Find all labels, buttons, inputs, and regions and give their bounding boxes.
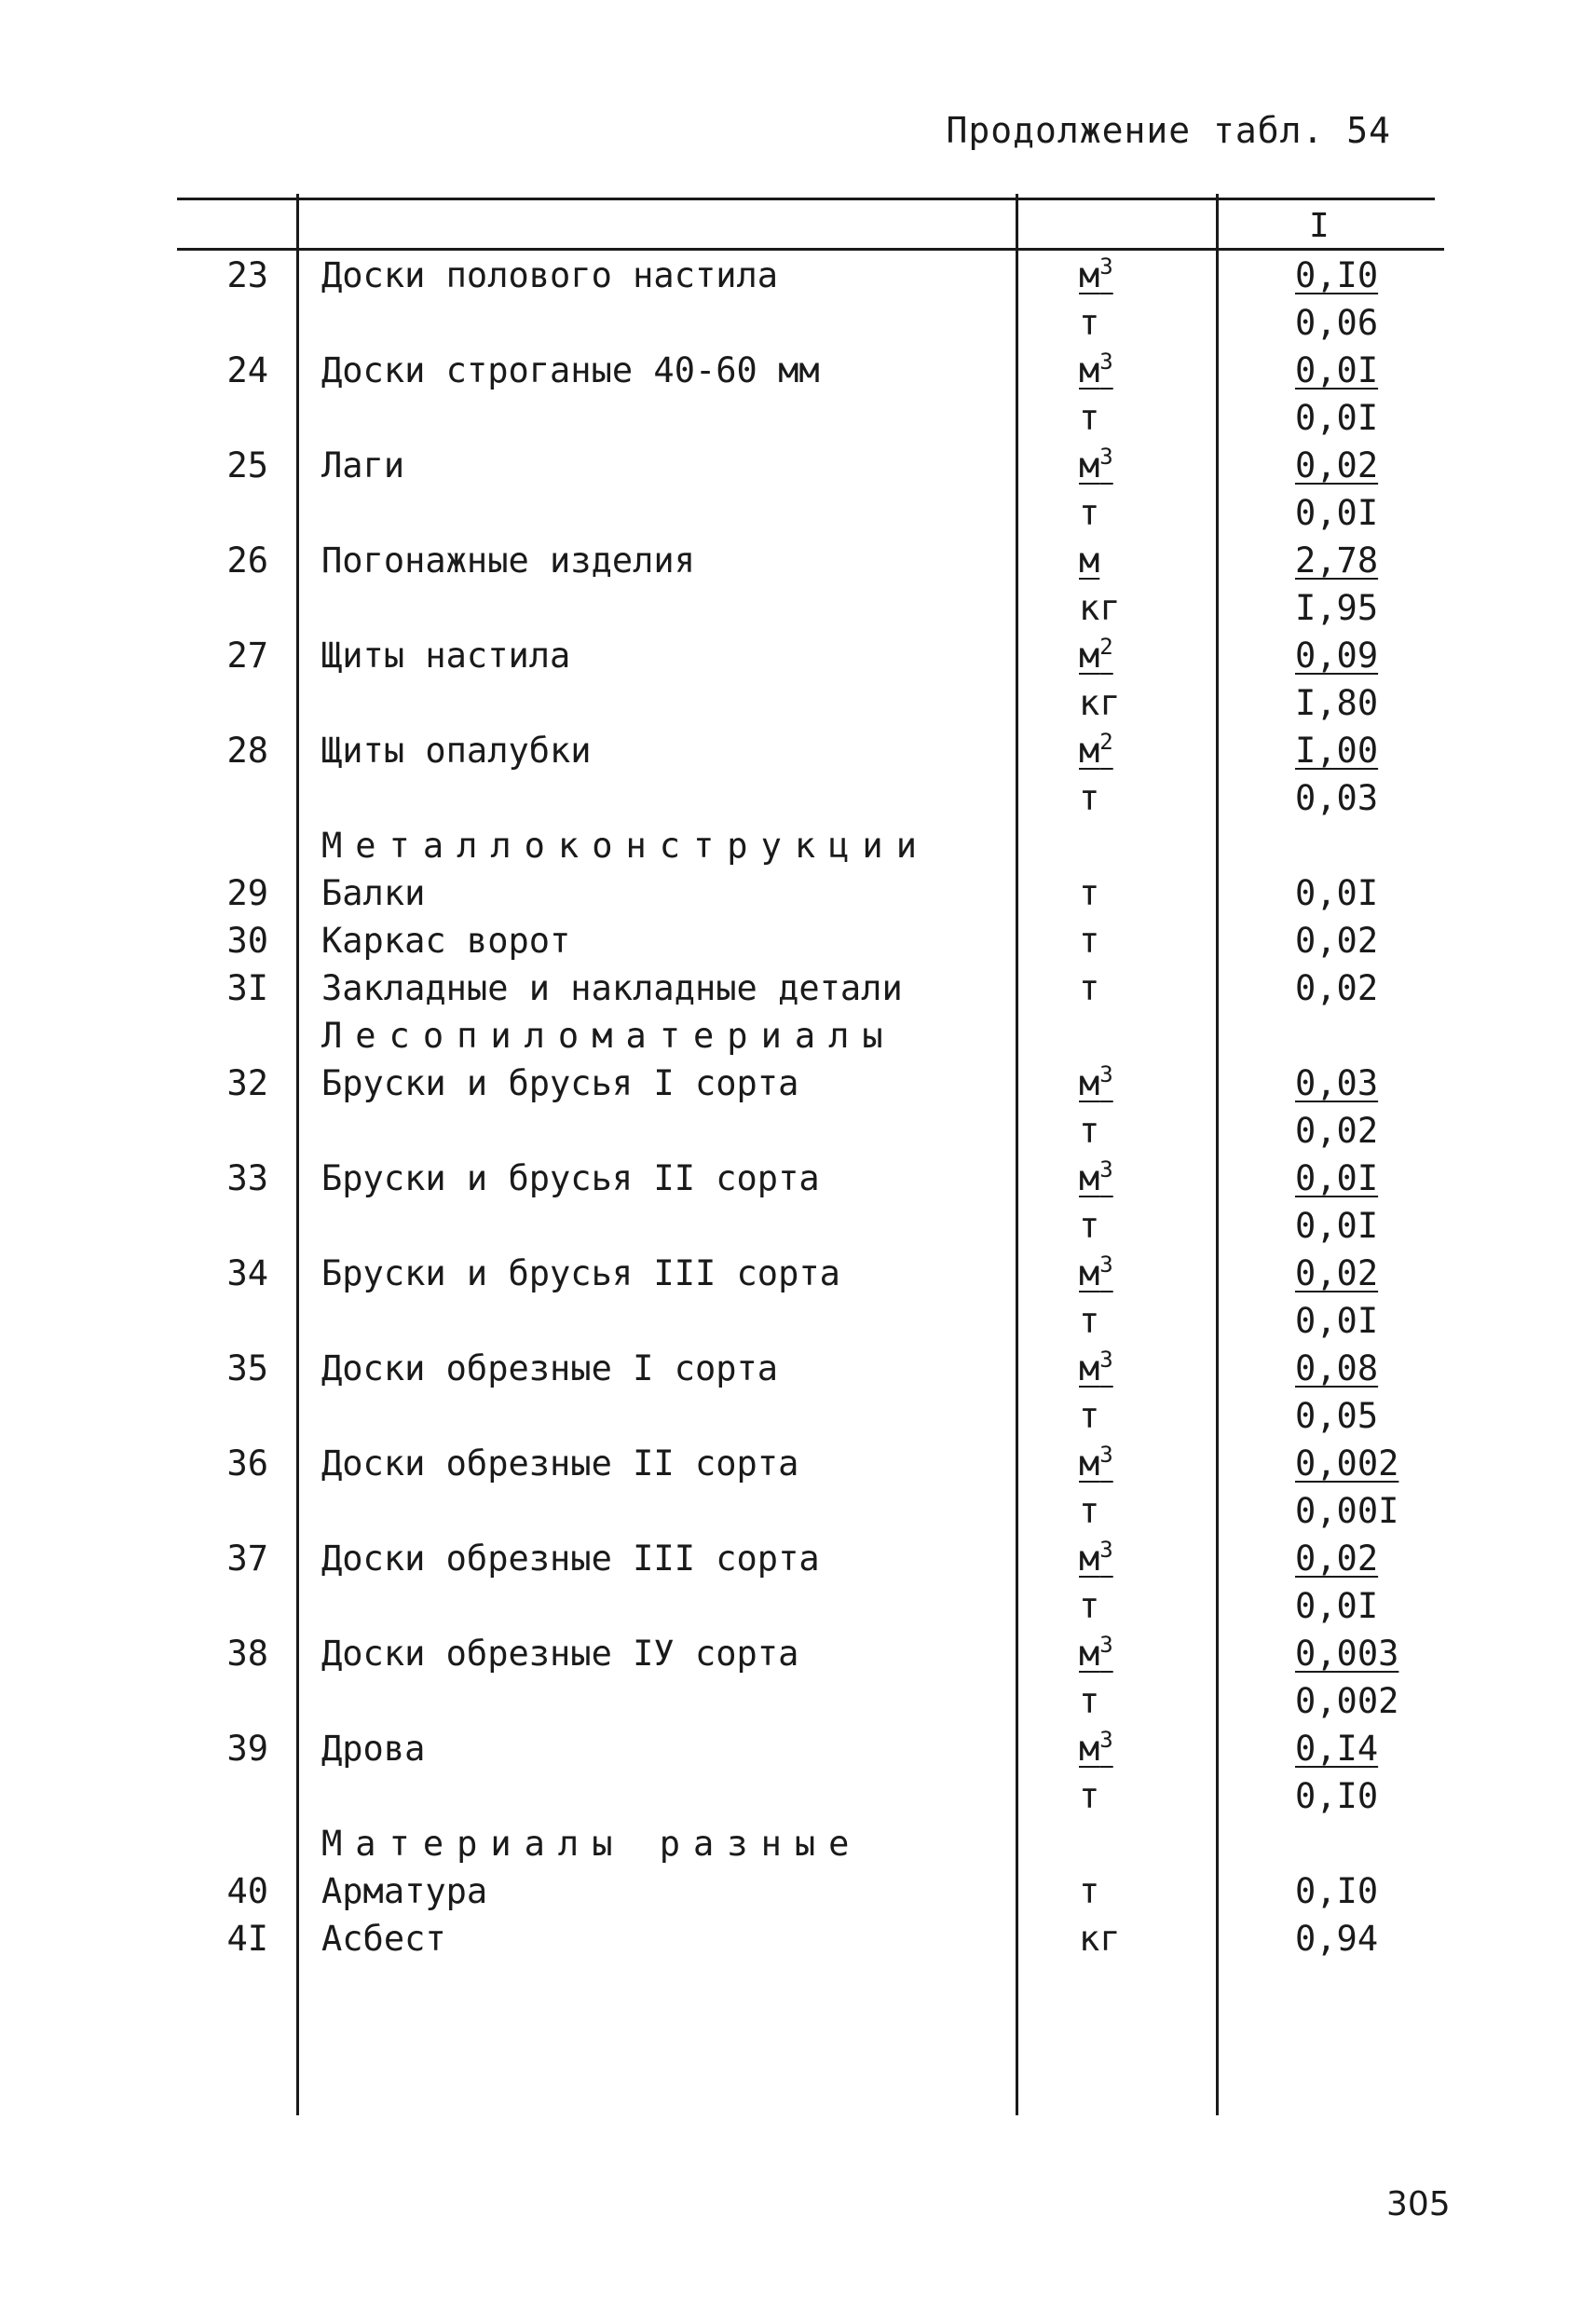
unit-exponent: 3 xyxy=(1099,1156,1113,1183)
unit-exponent: 3 xyxy=(1099,1061,1113,1087)
quantity-value: 0,02 xyxy=(1295,1538,1379,1579)
table-row xyxy=(0,1202,1596,1250)
table-row xyxy=(0,869,1596,917)
table-row xyxy=(0,1440,1596,1487)
table-row xyxy=(0,394,1596,442)
quantity-value: 0,0I xyxy=(1295,1301,1379,1341)
quantity-value: 0,06 xyxy=(1295,303,1379,343)
unit-of-measure xyxy=(1079,489,1099,537)
quantity-value: 0,I0 xyxy=(1295,1871,1379,1911)
unit-text: м xyxy=(1079,1729,1100,1769)
row-number: 29 xyxy=(226,873,268,913)
table-row xyxy=(0,727,1596,774)
unit-exponent: 2 xyxy=(1099,729,1113,755)
unit-text: м xyxy=(1079,1634,1100,1674)
table-row xyxy=(0,964,1596,1012)
table-row xyxy=(0,774,1596,822)
unit-of-measure xyxy=(1079,1487,1099,1535)
unit-of-measure xyxy=(1079,347,1113,394)
table-row xyxy=(0,299,1596,347)
unit-of-measure xyxy=(1079,1630,1113,1677)
unit-exponent: 3 xyxy=(1099,1251,1113,1278)
unit-text: т xyxy=(1079,1491,1100,1531)
quantity-value: 0,02 xyxy=(1295,445,1379,485)
table-row xyxy=(0,1582,1596,1630)
item-name: Щиты настила xyxy=(321,636,571,676)
unit-of-measure xyxy=(1079,632,1113,679)
quantity-value: 2,78 xyxy=(1295,540,1379,581)
table-row xyxy=(0,537,1596,584)
row-number: 26 xyxy=(226,540,268,581)
unit-text: м xyxy=(1079,731,1100,771)
quantity-value: 0,0I xyxy=(1295,350,1379,390)
unit-exponent: 3 xyxy=(1099,444,1113,470)
quantity-value: 0,00I xyxy=(1295,1491,1399,1531)
item-name: Лаги xyxy=(321,445,405,485)
section-heading-row xyxy=(0,1012,1596,1060)
unit-text: т xyxy=(1079,398,1100,438)
row-number: 38 xyxy=(226,1634,268,1674)
unit-text: м xyxy=(1079,1443,1100,1484)
unit-of-measure xyxy=(1079,1155,1113,1202)
column-3-header: I xyxy=(1309,207,1330,245)
quantity-value: 0,05 xyxy=(1295,1396,1379,1436)
unit-of-measure xyxy=(1079,299,1099,347)
unit-text: т xyxy=(1079,1776,1100,1816)
table-row xyxy=(0,1392,1596,1440)
quantity-value: 0,09 xyxy=(1295,636,1379,676)
unit-exponent: 3 xyxy=(1099,349,1113,375)
unit-of-measure xyxy=(1079,1535,1113,1582)
unit-of-measure xyxy=(1079,394,1099,442)
unit-text: кг xyxy=(1079,1919,1121,1959)
item-name: Доски полового настила xyxy=(321,255,779,295)
unit-exponent: 3 xyxy=(1099,1727,1113,1753)
table-row xyxy=(0,632,1596,679)
unit-text: кг xyxy=(1079,588,1121,628)
unit-of-measure xyxy=(1079,1250,1113,1297)
table-row xyxy=(0,489,1596,537)
unit-text: т xyxy=(1079,303,1100,343)
unit-text: м xyxy=(1079,445,1100,485)
table-top-rule xyxy=(177,198,1435,200)
quantity-value: 0,94 xyxy=(1295,1919,1379,1959)
row-number: 39 xyxy=(226,1729,268,1769)
quantity-value: 0,002 xyxy=(1295,1681,1399,1721)
section-heading: Материалы разные xyxy=(321,1824,863,1864)
unit-of-measure xyxy=(1079,964,1099,1012)
quantity-value: 0,0I xyxy=(1295,1586,1379,1626)
unit-text: т xyxy=(1079,1111,1100,1151)
row-number: 30 xyxy=(226,921,268,961)
quantity-value: 0,02 xyxy=(1295,968,1379,1008)
section-heading: Лесопиломатериалы xyxy=(321,1016,896,1056)
unit-of-measure xyxy=(1079,1297,1099,1345)
unit-of-measure xyxy=(1079,1202,1099,1250)
page-number: 305 xyxy=(1386,2185,1451,2223)
table-row xyxy=(0,1250,1596,1297)
quantity-value: I,00 xyxy=(1295,731,1379,771)
unit-of-measure xyxy=(1079,1725,1113,1772)
quantity-value: 0,0I xyxy=(1295,1206,1379,1246)
table-row xyxy=(0,1107,1596,1155)
quantity-value: I,95 xyxy=(1295,588,1379,628)
item-name: Закладные и накладные детали xyxy=(321,968,903,1008)
table-row xyxy=(0,1487,1596,1535)
unit-text: м xyxy=(1079,1063,1100,1103)
unit-exponent: 3 xyxy=(1099,1632,1113,1658)
unit-text: т xyxy=(1079,1396,1100,1436)
unit-text: т xyxy=(1079,873,1100,913)
unit-text: т xyxy=(1079,968,1100,1008)
table-row xyxy=(0,1155,1596,1202)
unit-of-measure xyxy=(1079,442,1113,489)
item-name: Каркас ворот xyxy=(321,921,571,961)
item-name: Дрова xyxy=(321,1729,426,1769)
item-name: Доски обрезные II сорта xyxy=(321,1443,799,1484)
unit-of-measure xyxy=(1079,1107,1099,1155)
quantity-value: 0,0I xyxy=(1295,1158,1379,1198)
quantity-value: 0,02 xyxy=(1295,921,1379,961)
item-name: Погонажные изделия xyxy=(321,540,695,581)
quantity-value: 0,08 xyxy=(1295,1348,1379,1388)
unit-text: м xyxy=(1079,540,1100,581)
item-name: Балки xyxy=(321,873,426,913)
unit-of-measure xyxy=(1079,679,1121,727)
row-number: 33 xyxy=(226,1158,268,1198)
unit-of-measure xyxy=(1079,1060,1113,1107)
unit-text: м xyxy=(1079,636,1100,676)
unit-of-measure xyxy=(1079,917,1099,964)
unit-text: т xyxy=(1079,1586,1100,1626)
unit-text: т xyxy=(1079,1871,1100,1911)
table-row xyxy=(0,1915,1596,1962)
unit-text: м xyxy=(1079,255,1100,295)
row-number: 28 xyxy=(226,731,268,771)
unit-exponent: 2 xyxy=(1099,634,1113,660)
table-row xyxy=(0,252,1596,299)
unit-exponent: 3 xyxy=(1099,253,1113,280)
unit-text: м xyxy=(1079,1253,1100,1293)
item-name: Арматура xyxy=(321,1871,488,1911)
table-continuation-caption: Продолжение табл. 54 xyxy=(946,110,1391,151)
row-number: 35 xyxy=(226,1348,268,1388)
section-heading: Металлоконструкции xyxy=(321,826,930,866)
item-name: Доски обрезные IУ сорта xyxy=(321,1634,799,1674)
table-body xyxy=(0,252,1596,1962)
unit-of-measure xyxy=(1079,1440,1113,1487)
table-row xyxy=(0,347,1596,394)
quantity-value: 0,I0 xyxy=(1295,1776,1379,1816)
item-name: Доски обрезные I сорта xyxy=(321,1348,779,1388)
row-number: 23 xyxy=(226,255,268,295)
row-number: 4I xyxy=(226,1919,268,1959)
unit-text: м xyxy=(1079,1538,1100,1579)
table-row xyxy=(0,679,1596,727)
table-row xyxy=(0,1630,1596,1677)
table-row xyxy=(0,1345,1596,1392)
row-number: 36 xyxy=(226,1443,268,1484)
item-name: Асбест xyxy=(321,1919,446,1959)
quantity-value: 0,I4 xyxy=(1295,1729,1379,1769)
header-bottom-rule xyxy=(177,248,1444,251)
unit-text: м xyxy=(1079,350,1100,390)
quantity-value: 0,I0 xyxy=(1295,255,1379,295)
table-row xyxy=(0,584,1596,632)
unit-of-measure xyxy=(1079,584,1121,632)
table-row xyxy=(0,1725,1596,1772)
unit-of-measure xyxy=(1079,537,1099,584)
quantity-value: 0,002 xyxy=(1295,1443,1399,1484)
unit-text: т xyxy=(1079,778,1100,818)
table-row xyxy=(0,1535,1596,1582)
quantity-value: 0,03 xyxy=(1295,1063,1379,1103)
item-name: Щиты опалубки xyxy=(321,731,592,771)
table-row xyxy=(0,917,1596,964)
unit-text: т xyxy=(1079,1301,1100,1341)
unit-exponent: 3 xyxy=(1099,1442,1113,1468)
unit-exponent: 3 xyxy=(1099,1347,1113,1373)
section-heading-row xyxy=(0,1820,1596,1867)
unit-of-measure xyxy=(1079,1677,1099,1725)
unit-of-measure xyxy=(1079,869,1099,917)
item-name: Доски обрезные III сорта xyxy=(321,1538,820,1579)
row-number: 32 xyxy=(226,1063,268,1103)
unit-exponent: 3 xyxy=(1099,1537,1113,1563)
unit-text: т xyxy=(1079,493,1100,533)
unit-of-measure xyxy=(1079,1582,1099,1630)
item-name: Бруски и брусья I сорта xyxy=(321,1063,799,1103)
quantity-value: 0,003 xyxy=(1295,1634,1399,1674)
table-row xyxy=(0,442,1596,489)
row-number: 25 xyxy=(226,445,268,485)
section-heading-row xyxy=(0,822,1596,869)
quantity-value: 0,03 xyxy=(1295,778,1379,818)
table-row xyxy=(0,1297,1596,1345)
item-name: Бруски и брусья II сорта xyxy=(321,1158,820,1198)
row-number: 37 xyxy=(226,1538,268,1579)
table-row xyxy=(0,1772,1596,1820)
item-name: Доски строганые 40-60 мм xyxy=(321,350,820,390)
row-number: 40 xyxy=(226,1871,268,1911)
quantity-value: I,80 xyxy=(1295,683,1379,723)
unit-of-measure xyxy=(1079,1392,1099,1440)
row-number: 24 xyxy=(226,350,268,390)
unit-of-measure xyxy=(1079,1867,1099,1915)
unit-text: т xyxy=(1079,1206,1100,1246)
unit-of-measure xyxy=(1079,252,1113,299)
row-number: 34 xyxy=(226,1253,268,1293)
unit-text: м xyxy=(1079,1158,1100,1198)
table-row xyxy=(0,1867,1596,1915)
unit-text: кг xyxy=(1079,683,1121,723)
unit-text: т xyxy=(1079,921,1100,961)
quantity-value: 0,02 xyxy=(1295,1111,1379,1151)
unit-of-measure xyxy=(1079,774,1099,822)
quantity-value: 0,0I xyxy=(1295,493,1379,533)
unit-text: т xyxy=(1079,1681,1100,1721)
row-number: 3I xyxy=(226,968,268,1008)
quantity-value: 0,0I xyxy=(1295,398,1379,438)
unit-of-measure xyxy=(1079,1915,1121,1962)
row-number: 27 xyxy=(226,636,268,676)
unit-of-measure xyxy=(1079,1345,1113,1392)
quantity-value: 0,0I xyxy=(1295,873,1379,913)
unit-text: м xyxy=(1079,1348,1100,1388)
unit-of-measure xyxy=(1079,1772,1099,1820)
quantity-value: 0,02 xyxy=(1295,1253,1379,1293)
table-row xyxy=(0,1677,1596,1725)
unit-of-measure xyxy=(1079,727,1113,774)
item-name: Бруски и брусья III сорта xyxy=(321,1253,840,1293)
table-row xyxy=(0,1060,1596,1107)
